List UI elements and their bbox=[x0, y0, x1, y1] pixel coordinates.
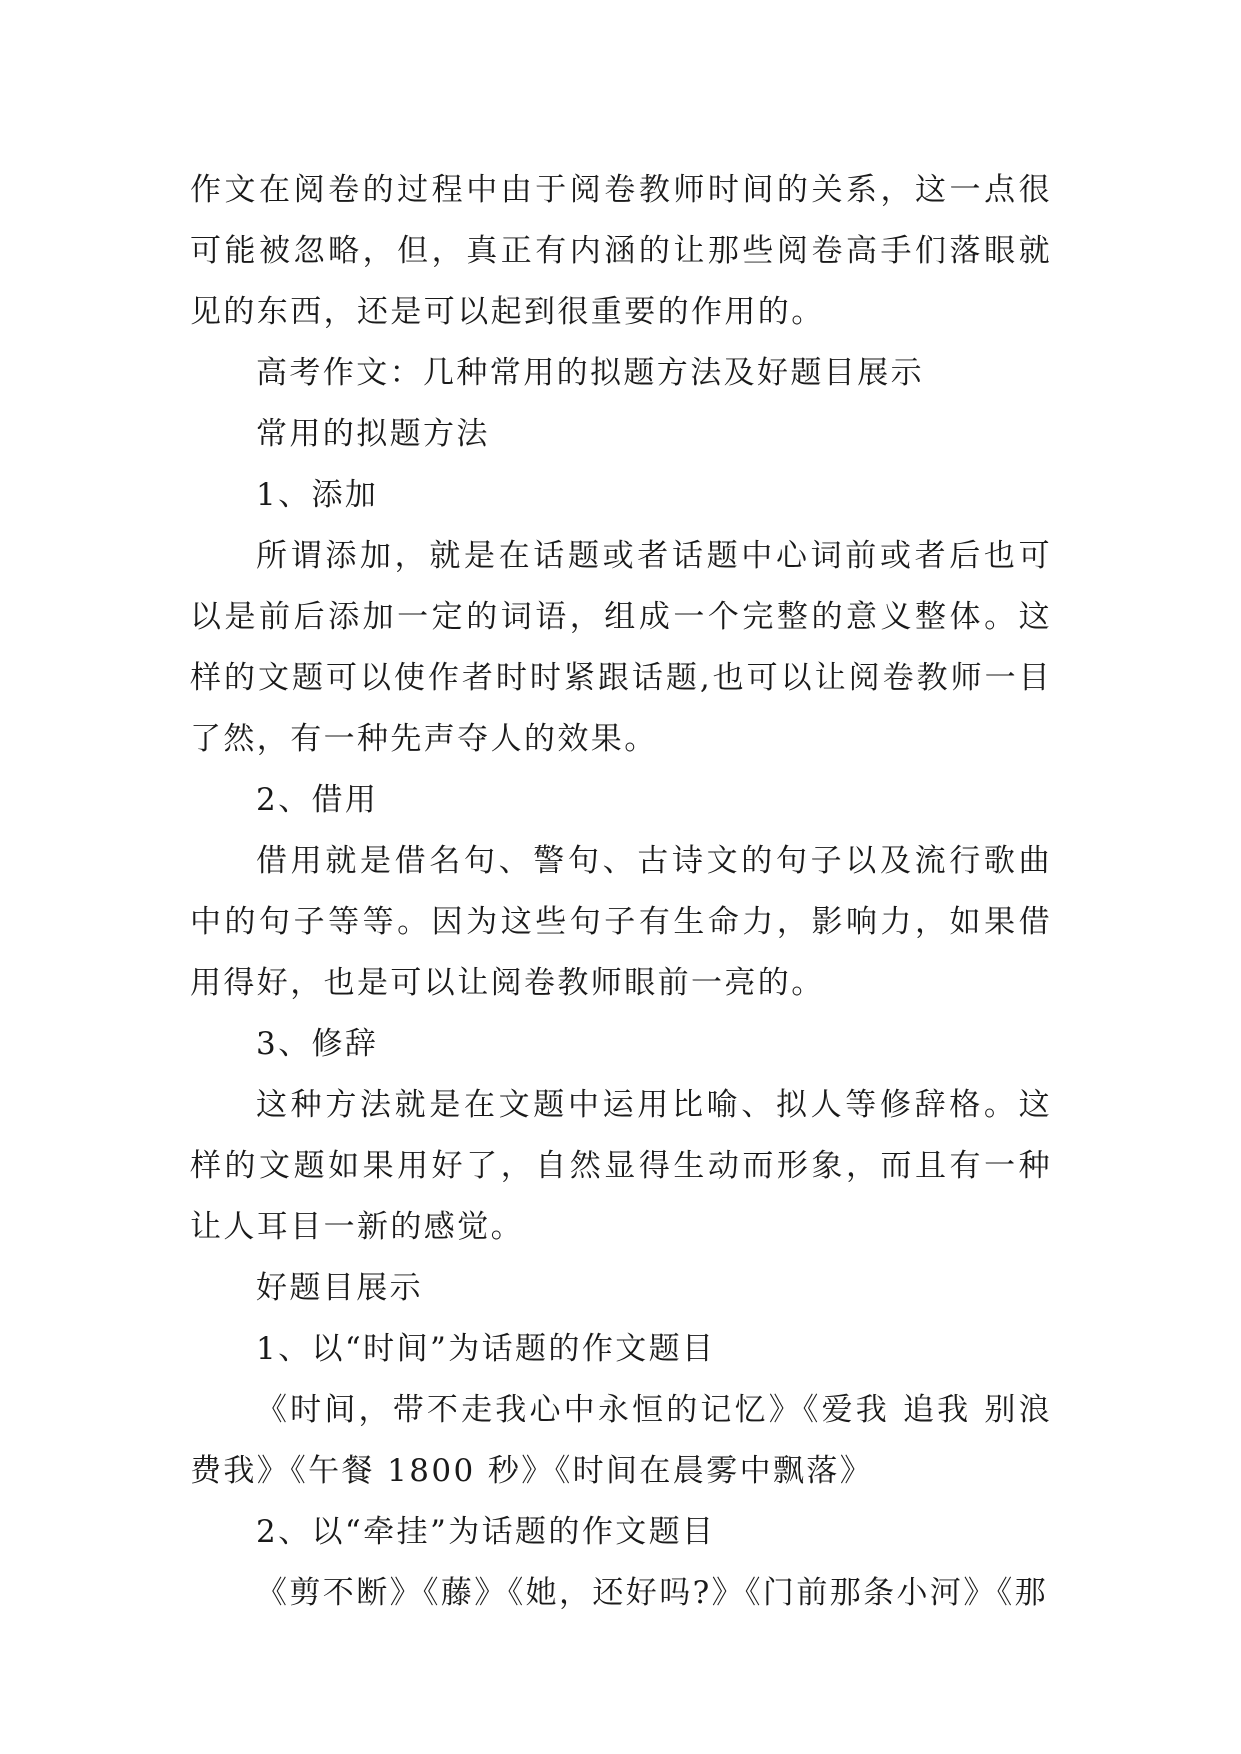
section-heading-showcase: 好题目展示 bbox=[256, 1270, 423, 1306]
paragraph-method-borrow: 借用就是借名句、警句、古诗文的句子以及流行歌曲中的句子等等。因为这些句子有生命力，影响力，如果借用得好，也是可以让阅卷教师眼前一亮的。 bbox=[190, 843, 1052, 1001]
paragraph-titles-concern: 《剪不断》《藤》《她，还好吗?》《门前那条小河》《那 bbox=[256, 1575, 1049, 1611]
section-heading-methods: 常用的拟题方法 bbox=[256, 416, 490, 452]
section-heading-title: 高考作文：几种常用的拟题方法及好题目展示 bbox=[256, 355, 924, 391]
document-body bbox=[190, 160, 1052, 1624]
paragraph-intro-continued: 作文在阅卷的过程中由于阅卷教师时间的关系，这一点很可能被忽略，但，真正有内涵的让那些阅卷高手们落眼就见的东西，还是可以起到很重要的作用的。 bbox=[190, 172, 1052, 330]
paragraph-method-add: 所谓添加，就是在话题或者话题中心词前或者后也可以是前后添加一定的词语，组成一个完整的意义整体。这样的文题可以使作者时时紧跟话题,也可以让阅卷教师一目了然，有一种先声夺人的效果。 bbox=[190, 538, 1052, 757]
paragraph-titles-time: 《时间，带不走我心中永恒的记忆》《爱我 追我 别浪费我》《午餐 1800 秒》《时间在晨雾中飘落》 bbox=[190, 1392, 1052, 1489]
paragraph-method-rhetoric: 这种方法就是在文题中运用比喻、拟人等修辞格。这样的文题如果用好了，自然显得生动而形象，而且有一种让人耳目一新的感觉。 bbox=[190, 1087, 1052, 1245]
method-heading-borrow: 2、借用 bbox=[256, 782, 379, 818]
topic-heading-time: 1、以“时间”为话题的作文题目 bbox=[256, 1331, 716, 1367]
topic-heading-concern: 2、以“牵挂”为话题的作文题目 bbox=[256, 1514, 716, 1550]
method-heading-rhetoric: 3、修辞 bbox=[256, 1026, 379, 1062]
method-heading-add: 1、添加 bbox=[256, 477, 379, 513]
